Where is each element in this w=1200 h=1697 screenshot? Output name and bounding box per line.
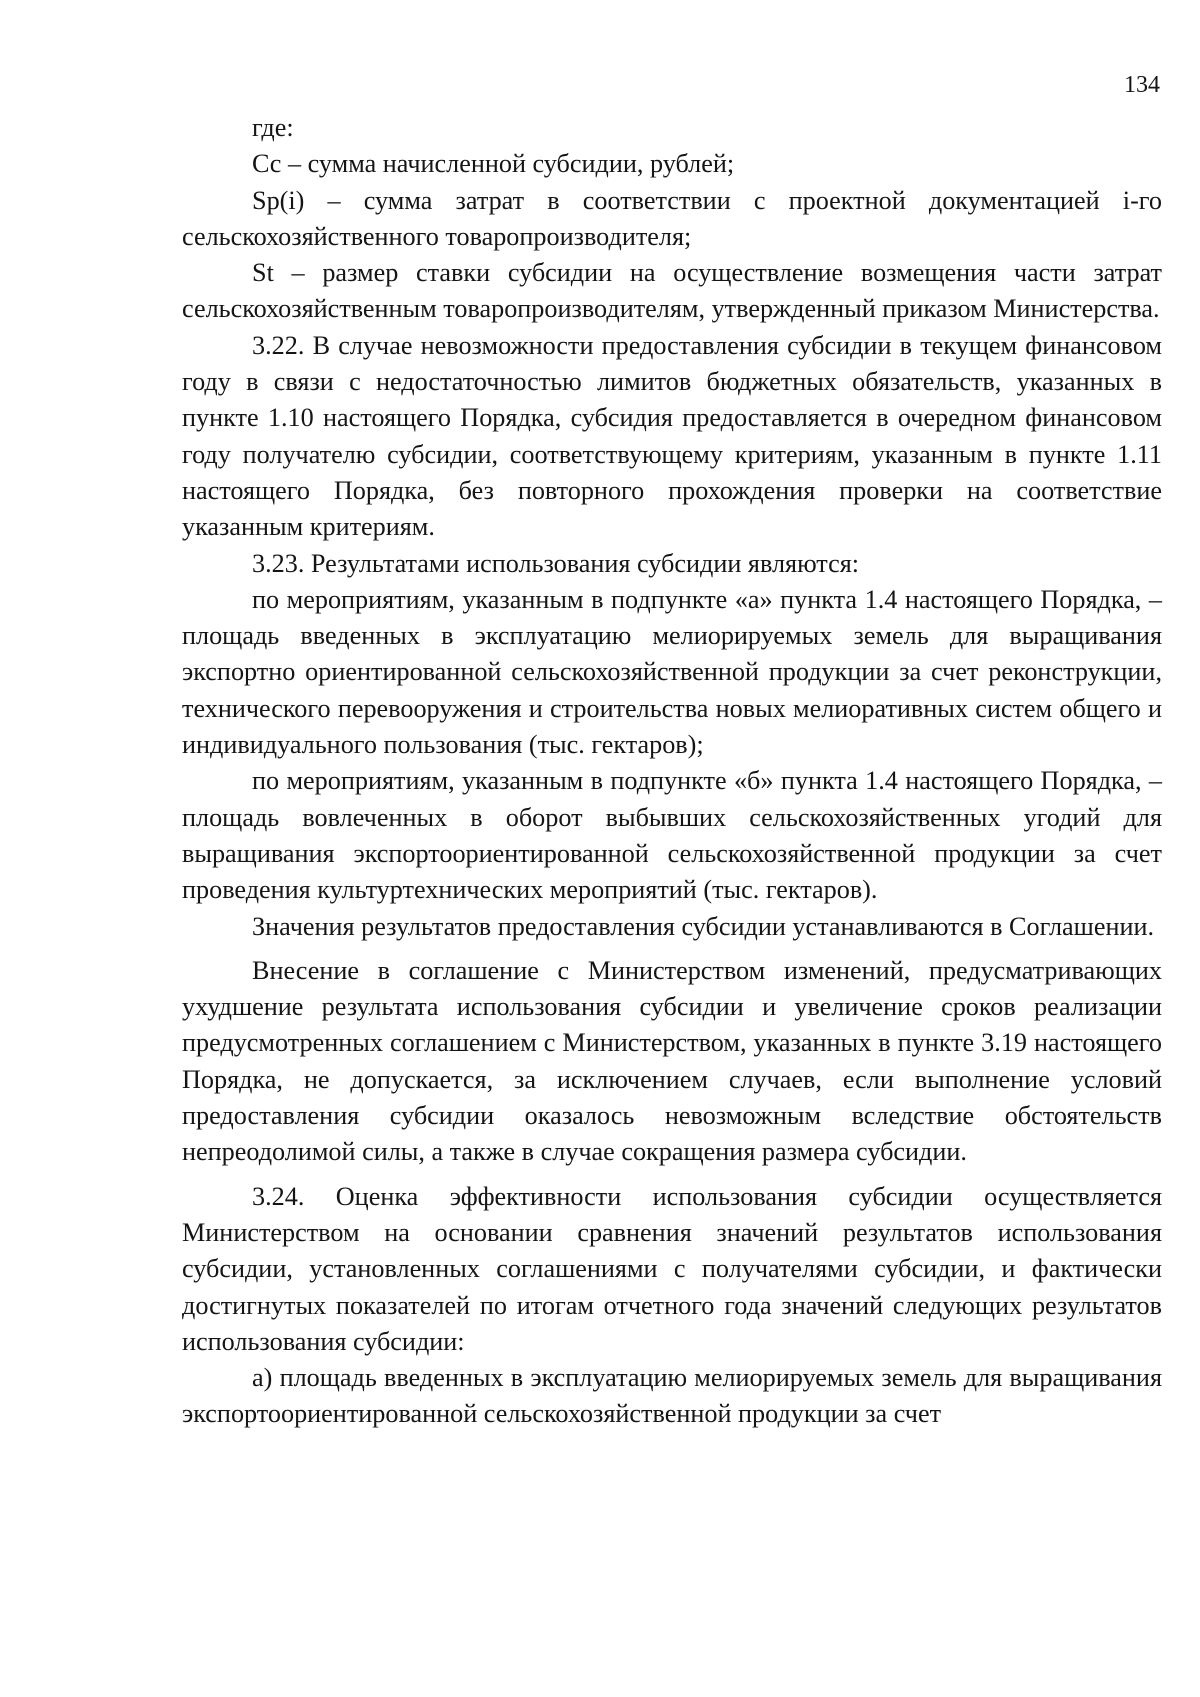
paragraph-where: где:	[252, 113, 294, 142]
paragraph-3-23: 3.23. Результатами использования субсидии являются:	[252, 548, 860, 578]
paragraph-sp-definition: Sp(i) – сумма затрат в соответствии с проектной документацией i-го сельскохозяйственного товаропроизводителя;	[182, 185, 1162, 251]
paragraph-item-a: а) площадь введенных в эксплуатацию мелиорируемых земель для выращивания экспортоориентированной сельскохозяйственной продукции за счет	[182, 1363, 1162, 1429]
paragraph-cc-definition: Сс – сумма начисленной субсидии, рублей;	[252, 149, 735, 179]
paragraph-result-b: по мероприятиям, указанным в подпункте «б» пункта 1.4 настоящего Порядка, – площадь вовлеченных в оборот выбывших сельскохозяйственных угодий для выращивания экспортоориентированной сельскохозяйственной продукции за счет проведения культуртехнических мероприятий (тыс. гектаров).	[182, 766, 1162, 905]
document-body	[182, 110, 1162, 1433]
paragraph-result-values: Значения результатов предоставления субсидии устанавливаются в Соглашении.	[252, 911, 1155, 941]
paragraph-3-22: 3.22. В случае невозможности предоставления субсидии в текущем финансовом году в связи с недостаточностью лимитов бюджетных обязательств, указанных в пункте 1.10 настоящего Порядка, субсидия предоставляется в очередном финансовом году получателю субсидии, соответствующему критериям, указанным в пункте 1.11 настоящего Порядка, без повторного прохождения проверки на соответствие указанным критериям.	[182, 330, 1162, 542]
paragraph-result-a: по мероприятиям, указанным в подпункте «а» пункта 1.4 настоящего Порядка, – площадь введенных в эксплуатацию мелиорируемых земель для выращивания экспортно ориентированной сельскохозяйственной продукции за счет реконструкции, технического перевооружения и строительства новых мелиоративных систем общего и индивидуального пользования (тыс. гектаров);	[182, 584, 1162, 760]
page-number: 134	[1124, 72, 1160, 98]
paragraph-3-24: 3.24. Оценка эффективности использования субсидии осуществляется Министерством на основании сравнения значений результатов использования субсидии, установленных соглашениями с получателями субсидии, и фактически достигнутых показателей по итогам отчетного года значений следующих результатов использования субсидии:	[182, 1181, 1162, 1356]
paragraph-st-definition: St – размер ставки субсидии на осуществление возмещения части затрат сельскохозяйственным товаропроизводителям, утвержденный приказом Министерства.	[182, 258, 1162, 324]
paragraph-agreement-changes: Внесение в соглашение с Министерством изменений, предусматривающих ухудшение результата использования субсидии и увеличение сроков реализации предусмотренных соглашением с Министерством, указанных в пункте 3.19 настоящего Порядка, не допускается, за исключением случаев, если выполнение условий предоставления субсидии оказалось невозможным вследствие обстоятельств непреодолимой силы, а также в случае сокращения размера субсидии.	[182, 955, 1162, 1167]
